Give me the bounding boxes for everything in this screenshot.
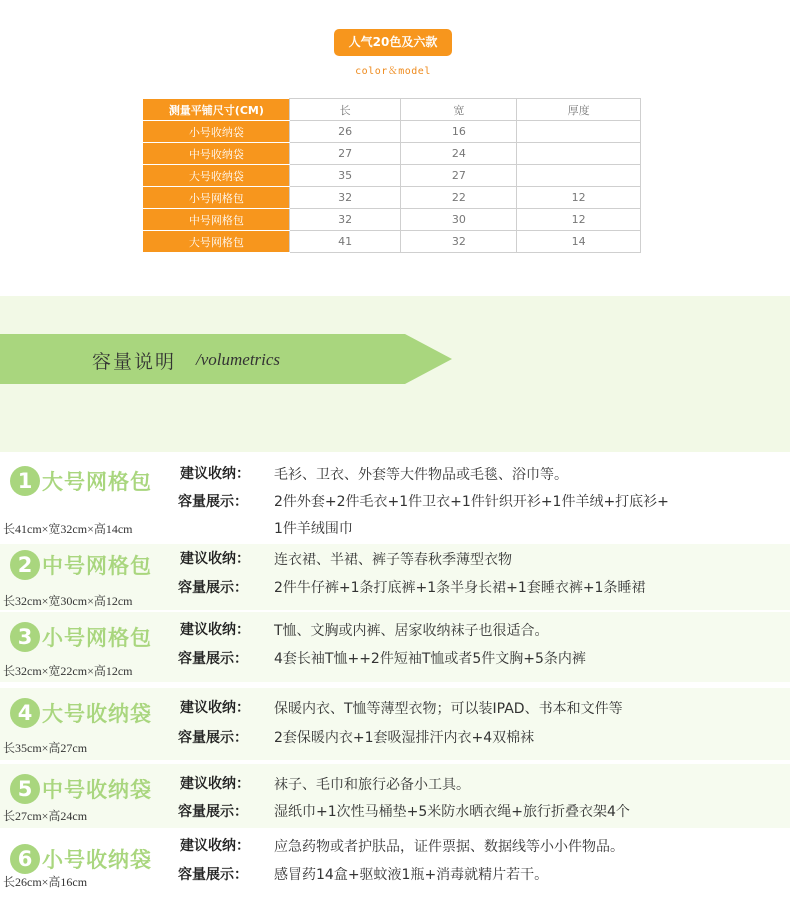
table-cell-width: 16 xyxy=(401,121,517,143)
table-header-cell: 测量平铺尺寸(CM) xyxy=(144,99,290,121)
capacity-label: 容量展示： xyxy=(178,580,248,596)
suggest-label: 建议收纳： xyxy=(180,700,250,716)
table-cell-name: 中号网格包 xyxy=(144,209,290,231)
table-cell-name: 小号网格包 xyxy=(144,187,290,209)
capacity-item xyxy=(0,612,790,682)
table-cell-thickness xyxy=(517,143,641,165)
capacity-label: 容量展示： xyxy=(178,494,248,510)
item-name: 中号收纳袋 xyxy=(42,778,152,802)
table-cell-width: 30 xyxy=(401,209,517,231)
suggest-text: 毛衫、卫衣、外套等大件物品或毛毯、浴巾等。 xyxy=(274,467,568,483)
table-cell-name: 大号网格包 xyxy=(144,231,290,253)
capacity-label: 容量展示： xyxy=(178,651,248,667)
table-cell-name: 小号收纳袋 xyxy=(144,121,290,143)
suggest-text: T恤、文胸或内裤、居家收纳袜子也很适合。 xyxy=(274,623,549,639)
suggest-text: 连衣裙、半裙、裤子等春秋季薄型衣物 xyxy=(274,552,512,568)
capacity-label: 容量展示： xyxy=(178,867,248,883)
capacity-item xyxy=(0,544,790,610)
table-row xyxy=(144,143,641,165)
table-cell-width: 32 xyxy=(401,231,517,253)
table-header-cell: 宽 xyxy=(401,99,517,121)
table-cell-name: 中号收纳袋 xyxy=(144,143,290,165)
capacity-text: 2件牛仔裤+1条打底裤+1条半身长裙+1套睡衣裤+1条睡裙 xyxy=(274,580,646,596)
capacity-item xyxy=(0,830,790,894)
suggest-label: 建议收纳： xyxy=(180,838,250,854)
capacity-label: 容量展示： xyxy=(178,804,248,820)
suggest-text: 保暖内衣、T恤等薄型衣物；可以装IPAD、书本和文件等 xyxy=(274,701,623,717)
item-name: 大号网格包 xyxy=(42,470,152,494)
section-title: 容量说明 xyxy=(92,351,177,373)
item-name: 中号网格包 xyxy=(42,554,152,578)
capacity-text: 湿纸巾+1次性马桶垫+5米防水晒衣绳+旅行折叠衣架4个 xyxy=(274,804,630,820)
capacity-item xyxy=(0,688,790,760)
table-cell-width: 27 xyxy=(401,165,517,187)
item-dimensions: 长26cm×高16cm xyxy=(3,875,88,889)
table-header-cell: 长 xyxy=(289,99,401,121)
table-cell-length: 35 xyxy=(289,165,401,187)
table-cell-length: 41 xyxy=(289,231,401,253)
suggest-text: 应急药物或者护肤品，证件票据、数据线等小小件物品。 xyxy=(274,839,624,855)
table-cell-length: 26 xyxy=(289,121,401,143)
table-row xyxy=(144,165,641,187)
table-row xyxy=(144,121,641,143)
table-cell-name: 大号收纳袋 xyxy=(144,165,290,187)
item-dimensions: 长41cm×宽32cm×高14cm xyxy=(3,522,133,536)
item-number-badge: 3 xyxy=(10,622,40,652)
color-model-badge: 人气20色及六款 xyxy=(334,29,452,56)
item-name: 小号收纳袋 xyxy=(42,848,152,872)
item-name: 大号收纳袋 xyxy=(42,702,152,726)
table-row xyxy=(144,209,641,231)
table-row xyxy=(144,231,641,253)
table-cell-length: 32 xyxy=(289,209,401,231)
item-name: 小号网格包 xyxy=(42,626,152,650)
table-header-cell: 厚度 xyxy=(517,99,641,121)
suggest-label: 建议收纳： xyxy=(180,466,250,482)
table-cell-thickness: 14 xyxy=(517,231,641,253)
capacity-label: 容量展示： xyxy=(178,730,248,746)
table-header-row xyxy=(144,99,641,121)
table-row xyxy=(144,187,641,209)
table-cell-thickness: 12 xyxy=(517,187,641,209)
suggest-text: 袜子、毛巾和旅行必备小工具。 xyxy=(274,777,470,793)
item-number-badge: 2 xyxy=(10,550,40,580)
item-number-badge: 6 xyxy=(10,844,40,874)
table-cell-width: 24 xyxy=(401,143,517,165)
capacity-item xyxy=(0,456,790,542)
table-cell-length: 27 xyxy=(289,143,401,165)
capacity-text: 感冒药14盒+驱蚊液1瓶+消毒就精片若干。 xyxy=(274,867,549,883)
section-subtitle: /volumetrics xyxy=(196,350,281,369)
color-model-subtitle: color＆model xyxy=(355,66,431,77)
item-number-badge: 4 xyxy=(10,698,40,728)
table-cell-thickness: 12 xyxy=(517,209,641,231)
item-number-badge: 5 xyxy=(10,774,40,804)
capacity-text: 4套长袖T恤++2件短袖T恤或者5件文胸+5条内裤 xyxy=(274,651,586,667)
table-cell-width: 22 xyxy=(401,187,517,209)
item-dimensions: 长32cm×宽30cm×高12cm xyxy=(3,594,133,608)
capacity-text-continued: 1件羊绒围巾 xyxy=(274,521,353,537)
suggest-label: 建议收纳： xyxy=(180,776,250,792)
item-dimensions: 长32cm×宽22cm×高12cm xyxy=(3,664,133,678)
capacity-text: 2件外套+2件毛衣+1件卫衣+1件针织开衫+1件羊绒+打底衫+ xyxy=(274,494,669,510)
table-cell-thickness xyxy=(517,121,641,143)
item-number-badge: 1 xyxy=(10,466,40,496)
table-cell-thickness xyxy=(517,165,641,187)
table-cell-length: 32 xyxy=(289,187,401,209)
capacity-text: 2套保暖内衣+1套吸湿排汗内衣+4双棉袜 xyxy=(274,730,535,746)
capacity-item xyxy=(0,764,790,828)
item-dimensions: 长27cm×高24cm xyxy=(3,809,88,823)
item-dimensions: 长35cm×高27cm xyxy=(3,741,88,755)
size-table xyxy=(143,98,641,253)
suggest-label: 建议收纳： xyxy=(180,622,250,638)
suggest-label: 建议收纳： xyxy=(180,551,250,567)
